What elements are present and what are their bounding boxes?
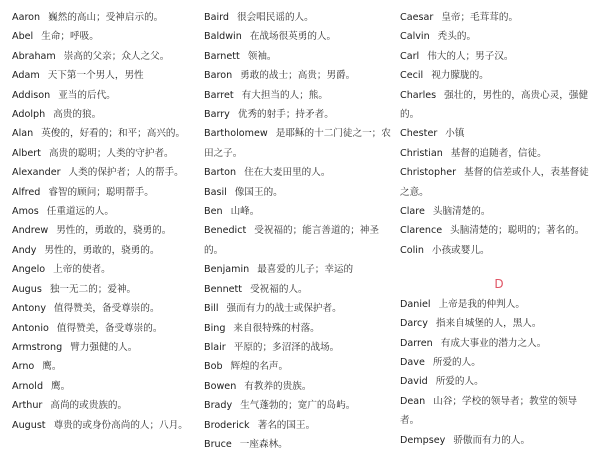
- english-name: Bartholomew: [204, 128, 268, 140]
- name-entry: [12, 47, 192, 66]
- english-name: Bing: [204, 322, 226, 334]
- english-name: Broderick: [204, 419, 250, 431]
- name-entry: [12, 241, 192, 260]
- name-entry: [12, 280, 192, 299]
- name-entry: [400, 144, 590, 163]
- english-name: Angelo: [12, 264, 46, 276]
- name-meaning: 受祝福的；能言善道的；神圣的。: [204, 225, 379, 256]
- english-name: Caesar: [400, 12, 434, 23]
- english-name: Baldwin: [204, 31, 242, 43]
- english-name: Alan: [12, 128, 34, 140]
- name-entry: [204, 27, 392, 46]
- name-meaning: 鹰。: [42, 361, 62, 373]
- english-name: Bill: [204, 303, 219, 315]
- name-entry: [204, 124, 392, 163]
- column-d-entries: [400, 295, 590, 450]
- name-entry: [204, 319, 392, 338]
- name-entry: [400, 334, 590, 353]
- english-name: Christian: [400, 147, 443, 159]
- english-name: Blair: [204, 341, 226, 353]
- name-entry: [400, 295, 590, 314]
- name-entry: [204, 86, 392, 105]
- name-entry: [400, 163, 590, 202]
- name-entry: [204, 8, 392, 27]
- name-meaning: 男性的，勇敢的，骁勇的。: [44, 244, 160, 256]
- english-name: Amos: [12, 206, 39, 218]
- name-entry: [204, 357, 392, 376]
- name-entry: [400, 241, 590, 260]
- name-meaning: 强壮的，男性的，高贵心灵，强健的。: [400, 89, 589, 121]
- english-name: Baron: [204, 70, 233, 82]
- name-entry: [12, 416, 192, 435]
- english-name: Basil: [204, 186, 227, 198]
- column-b-names: [204, 8, 392, 454]
- name-entry: [204, 260, 392, 279]
- english-name: Alexander: [12, 167, 61, 179]
- english-name: Addison: [12, 89, 51, 101]
- name-meaning: 领袖。: [247, 50, 277, 62]
- english-name: Augus: [12, 283, 42, 295]
- name-meaning: 上帝是我的仲判人。: [438, 298, 525, 310]
- name-entry: [400, 392, 590, 431]
- column-c-names: [400, 8, 590, 450]
- name-meaning: 生气蓬勃的；宽广的岛屿。: [240, 400, 356, 412]
- name-entry: [204, 396, 392, 415]
- name-meaning: 男性的，勇敢的，骁勇的。: [56, 225, 172, 237]
- name-meaning: 英俊的，好看的；和平；高兴的。: [41, 128, 186, 140]
- column-a-names: [12, 8, 192, 435]
- name-entry: [12, 105, 192, 124]
- name-entry: [12, 338, 192, 357]
- english-name: Benedict: [204, 225, 247, 237]
- name-entry: [204, 435, 392, 454]
- english-name: Dean: [400, 395, 426, 407]
- name-meaning: 头脑清楚的。: [432, 206, 491, 218]
- name-meaning: 强而有力的战士或保护者。: [226, 303, 342, 315]
- name-entry: [400, 372, 590, 391]
- name-meaning: 高尚的或贵族的。: [50, 400, 128, 412]
- name-meaning: 所爱的人。: [435, 376, 484, 388]
- name-entry: [204, 338, 392, 357]
- name-meaning: 骄傲而有力的人。: [453, 434, 531, 446]
- name-meaning: 视力朦胧的。: [431, 70, 489, 82]
- name-entry: [400, 66, 590, 85]
- english-name: Aaron: [12, 12, 41, 23]
- name-meaning: 任重道远的人。: [46, 206, 114, 218]
- english-name: Arthur: [12, 400, 43, 412]
- name-meaning: 是耶稣的十二门徒之一；农田之子。: [204, 128, 391, 159]
- name-meaning: 优秀的射手；持矛者。: [237, 109, 334, 121]
- name-entry: [12, 357, 192, 376]
- name-meaning: 鹰。: [51, 380, 71, 392]
- english-name: Charles: [400, 89, 437, 101]
- english-name: Carl: [400, 50, 420, 62]
- name-entry: [12, 124, 192, 143]
- name-entry: [204, 163, 392, 182]
- name-entry: [204, 66, 392, 85]
- name-meaning: 平原的；多沼泽的战场。: [233, 341, 340, 353]
- name-entry: [204, 202, 392, 221]
- english-name: Baird: [204, 12, 229, 23]
- name-meaning: 基督的信差或仆人，表基督徒之意。: [400, 167, 589, 198]
- name-meaning: 有成大事业的潜力之人。: [440, 337, 547, 349]
- name-entry: [12, 163, 192, 182]
- english-name: Arnold: [12, 380, 44, 392]
- name-meaning: 睿智的顾问；聪明帮手。: [48, 186, 154, 198]
- name-entry: [400, 8, 590, 27]
- name-entry: [400, 124, 590, 143]
- name-entry: [12, 86, 192, 105]
- english-name: Albert: [12, 147, 41, 159]
- name-entry: [12, 377, 192, 396]
- name-entry: [400, 314, 590, 333]
- name-meaning: 皇帝；毛茸茸的。: [441, 12, 519, 23]
- english-name: Clare: [400, 206, 425, 218]
- english-name: Barton: [204, 167, 237, 179]
- english-name: August: [12, 419, 46, 431]
- name-entry: [400, 353, 590, 372]
- name-meaning: 伟大的人；男子汉。: [427, 50, 514, 62]
- english-name: Bennett: [204, 283, 243, 295]
- name-meaning: 尊贵的或身份高尚的人；八月。: [53, 419, 188, 431]
- name-meaning: 受祝福的人。: [250, 283, 308, 295]
- name-entry: [204, 299, 392, 318]
- name-meaning: 最喜爱的儿子；幸运的: [257, 264, 354, 276]
- name-entry: [12, 144, 192, 163]
- name-entry: [400, 202, 590, 221]
- name-meaning: 来自很特殊的村落。: [233, 322, 320, 334]
- name-entry: [204, 105, 392, 124]
- name-meaning: 基督的追随者，信徒。: [450, 147, 547, 159]
- name-meaning: 值得赞美，备受尊崇的。: [54, 303, 160, 315]
- name-meaning: 指来自城堡的人，黑人。: [435, 318, 542, 330]
- name-entry: [400, 221, 590, 240]
- name-entry: [204, 280, 392, 299]
- name-entry: [204, 183, 392, 202]
- name-meaning: 小孩或婴儿。: [431, 244, 490, 256]
- english-name: Abel: [12, 31, 34, 43]
- english-name: Brady: [204, 400, 233, 412]
- name-meaning: 像国王的。: [234, 186, 283, 198]
- name-entry: [12, 183, 192, 202]
- name-entry: [204, 221, 392, 260]
- name-meaning: 著名的国王。: [257, 419, 316, 431]
- name-meaning: 山峰。: [230, 206, 260, 218]
- name-meaning: 亚当的后代。: [58, 89, 116, 101]
- name-meaning: 勇敢的战士；高贵；男爵。: [240, 70, 356, 82]
- name-entry: [12, 8, 192, 27]
- english-name: Barnett: [204, 50, 240, 62]
- name-meaning: 小镇: [445, 128, 465, 140]
- name-meaning: 住在大麦田里的人。: [244, 167, 331, 179]
- name-entry: [400, 431, 590, 450]
- name-meaning: 很会唱民谣的人。: [237, 12, 314, 23]
- name-entry: [12, 299, 192, 318]
- name-meaning: 有教养的贵族。: [244, 380, 312, 392]
- english-name: Christopher: [400, 167, 457, 179]
- english-name: Clarence: [400, 225, 443, 237]
- english-name: Bowen: [204, 380, 237, 392]
- english-name: Antonio: [12, 322, 49, 334]
- name-entry: [400, 47, 590, 66]
- name-meaning: 有大担当的人；熊。: [241, 89, 328, 101]
- english-name: Ben: [204, 206, 223, 218]
- english-name: Barret: [204, 89, 234, 101]
- name-entry: [12, 66, 192, 85]
- english-name: Calvin: [400, 31, 430, 43]
- english-name: Andrew: [12, 225, 49, 237]
- english-name: Barry: [204, 109, 230, 121]
- letter-heading-d: D: [494, 277, 504, 292]
- name-meaning: 独一无二的；爱神。: [49, 283, 137, 295]
- name-meaning: 臂力强健的人。: [70, 341, 138, 353]
- english-name: Arno: [12, 361, 35, 373]
- name-meaning: 在战场很英勇的人。: [249, 31, 337, 43]
- name-meaning: 一座森林。: [239, 438, 288, 450]
- english-name: Darren: [400, 337, 433, 349]
- name-entry: [12, 202, 192, 221]
- english-name: Alfred: [12, 186, 41, 198]
- name-meaning: 天下第一个男人，男性: [47, 70, 144, 82]
- name-meaning: 山谷；学校的领导者；教堂的领导者。: [400, 395, 578, 427]
- name-meaning: 生命；呼吸。: [41, 31, 99, 43]
- english-name: Andy: [12, 244, 37, 256]
- english-name: Bob: [204, 361, 223, 373]
- english-name: Dave: [400, 356, 425, 368]
- name-entry: [12, 260, 192, 279]
- english-name: Cecil: [400, 70, 424, 82]
- name-entry: [12, 319, 192, 338]
- name-entry: [400, 27, 590, 46]
- name-entry: [204, 47, 392, 66]
- name-meaning: 辉煌的名声。: [230, 361, 289, 373]
- english-name: Abraham: [12, 50, 56, 62]
- name-entry: [12, 396, 192, 415]
- name-meaning: 巍然的高山；受神启示的。: [48, 12, 164, 23]
- english-name: David: [400, 376, 428, 388]
- english-name: Bruce: [204, 438, 232, 450]
- name-entry: [400, 86, 590, 125]
- name-meaning: 秃头的。: [437, 31, 477, 43]
- english-name: Darcy: [400, 318, 428, 330]
- name-entry: [204, 377, 392, 396]
- english-name: Adolph: [12, 109, 46, 121]
- english-name: Antony: [12, 303, 47, 315]
- name-meaning: 崇高的父亲；众人之父。: [63, 50, 170, 62]
- english-name: Armstrong: [12, 341, 63, 353]
- name-meaning: 上帝的使者。: [53, 264, 111, 276]
- english-name: Daniel: [400, 298, 431, 310]
- english-name: Adam: [12, 70, 40, 82]
- name-meaning: 高贵的聪明；人类的守护者。: [48, 147, 174, 159]
- column-c-entries: [400, 8, 590, 260]
- english-name: Colin: [400, 244, 424, 256]
- name-meaning: 所爱的人。: [432, 356, 481, 368]
- name-entry: [204, 416, 392, 435]
- name-meaning: 值得赞美，备受尊崇的。: [56, 322, 163, 334]
- name-meaning: 人类的保护者；人的帮手。: [68, 167, 184, 179]
- english-name: Dempsey: [400, 434, 446, 446]
- name-meaning: 高贵的狼。: [53, 109, 102, 121]
- name-entry: [12, 27, 192, 46]
- name-entry: [12, 221, 192, 240]
- name-meaning: 头脑清楚的；聪明的；著名的。: [450, 225, 585, 237]
- english-name: Chester: [400, 128, 438, 140]
- english-name: Benjamin: [204, 264, 250, 276]
